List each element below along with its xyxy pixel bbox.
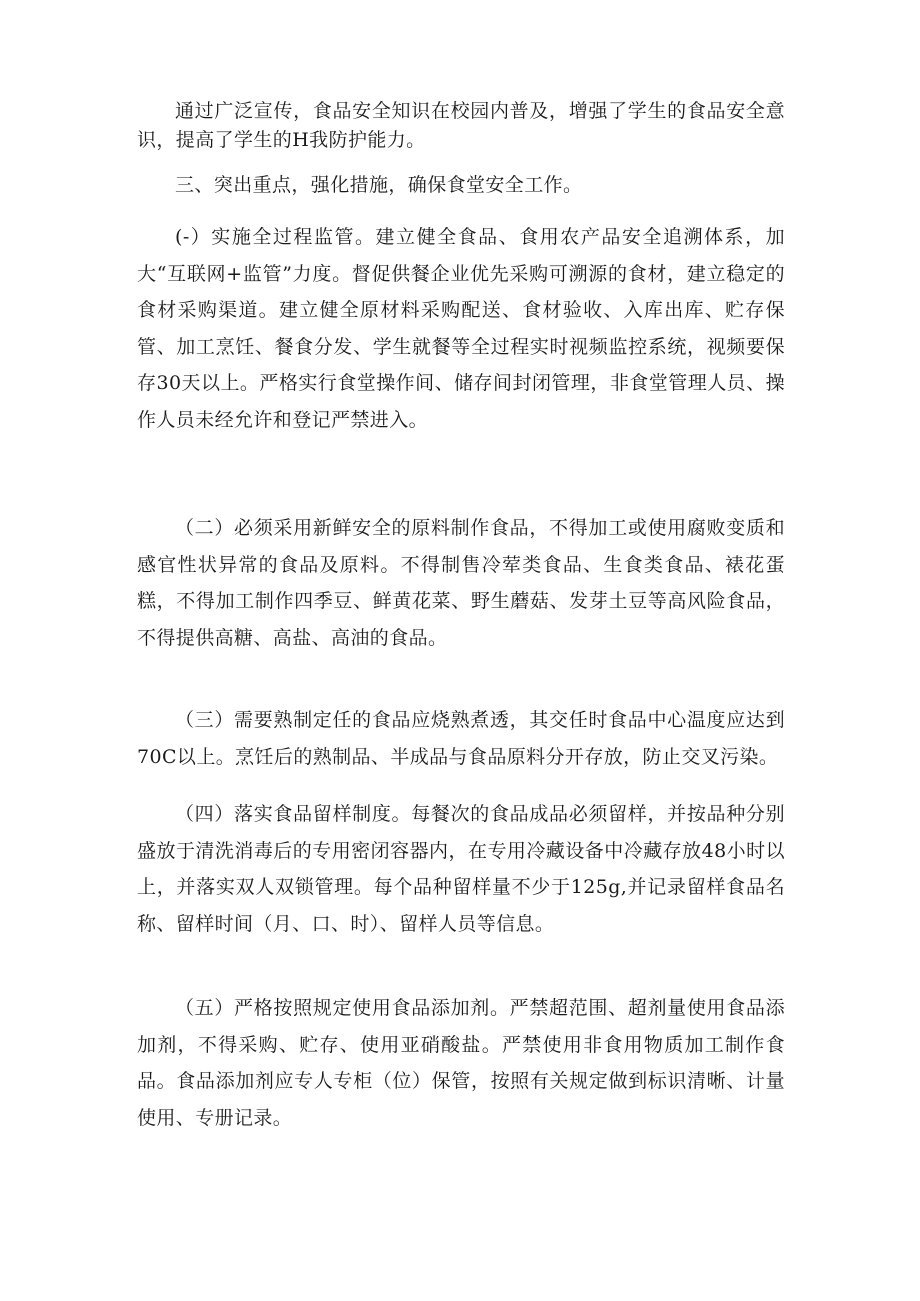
paragraph-cooking-temperature: （三）需要熟制定任的食品应烧熟煮透，其交任时食品中心温度应达到70C以上。烹饪后的熟制品、半成品与食品原料分开存放，防止交叉污染。 xyxy=(137,709,785,768)
paragraph-fresh-ingredients: （二）必须采用新鲜安全的原料制作食品，不得加工或使用腐败变质和感官性状异常的食品及原料。不得制售冷荤类食品、生食类食品、裱花蛋糕，不得加工制作四季豆、鲜黄花菜、野生蘑菇、发芽土豆等高风险食品，不得提供高糖、高盐、高油的食品。 xyxy=(137,517,785,649)
paragraph-full-process-supervision: (-）实施全过程监管。建立健全食品、食用农产品安全追溯体系，加大“互联网+监管”力度。督促供餐企业优先采购可溯源的食材，建立稳定的食材采购渠道。建立健全原材料采购配送、食材验收、入库出库、贮存保管、加工烹饪、餐食分发、学生就餐等全过程实时视频监控系统，视频要保存30天以上。严格实行食堂操作间、储存间封闭管理，非食堂管理人员、操作人员未经允许和登记严禁进入。 xyxy=(137,226,785,431)
paragraph-food-additives: （五）严格按照规定使用食品添加剂。严禁超范围、超剂量使用食品添加剂，不得采购、贮存、使用亚硝酸盐。严禁使用非食用物质加工制作食品。食品添加剂应专人专柜（位）保管，按照有关规定做到标识清晰、计量使用、专册记录。 xyxy=(137,997,785,1129)
paragraph-publicity-result: 通过广泛宣传，食品安全知识在校园内普及，增强了学生的食品安全意识，提高了学生的H我防护能力。 xyxy=(137,100,785,151)
paragraph-food-sample-retention: （四）落实食品留样制度。每餐次的食品成品必须留样，并按品种分别盛放于清洗消毒后的专用密闭容器内，在专用冷藏设备中冷藏存放48小时以上，并落实双人双锁管理。每个品种留样量不少于125g,并记录留样食品名称、留样时间（月、口、时）、留样人员等信息。 xyxy=(137,803,785,935)
section-heading-canteen-safety: 三、突出重点，强化措施，确保食堂安全工作。 xyxy=(175,174,583,196)
